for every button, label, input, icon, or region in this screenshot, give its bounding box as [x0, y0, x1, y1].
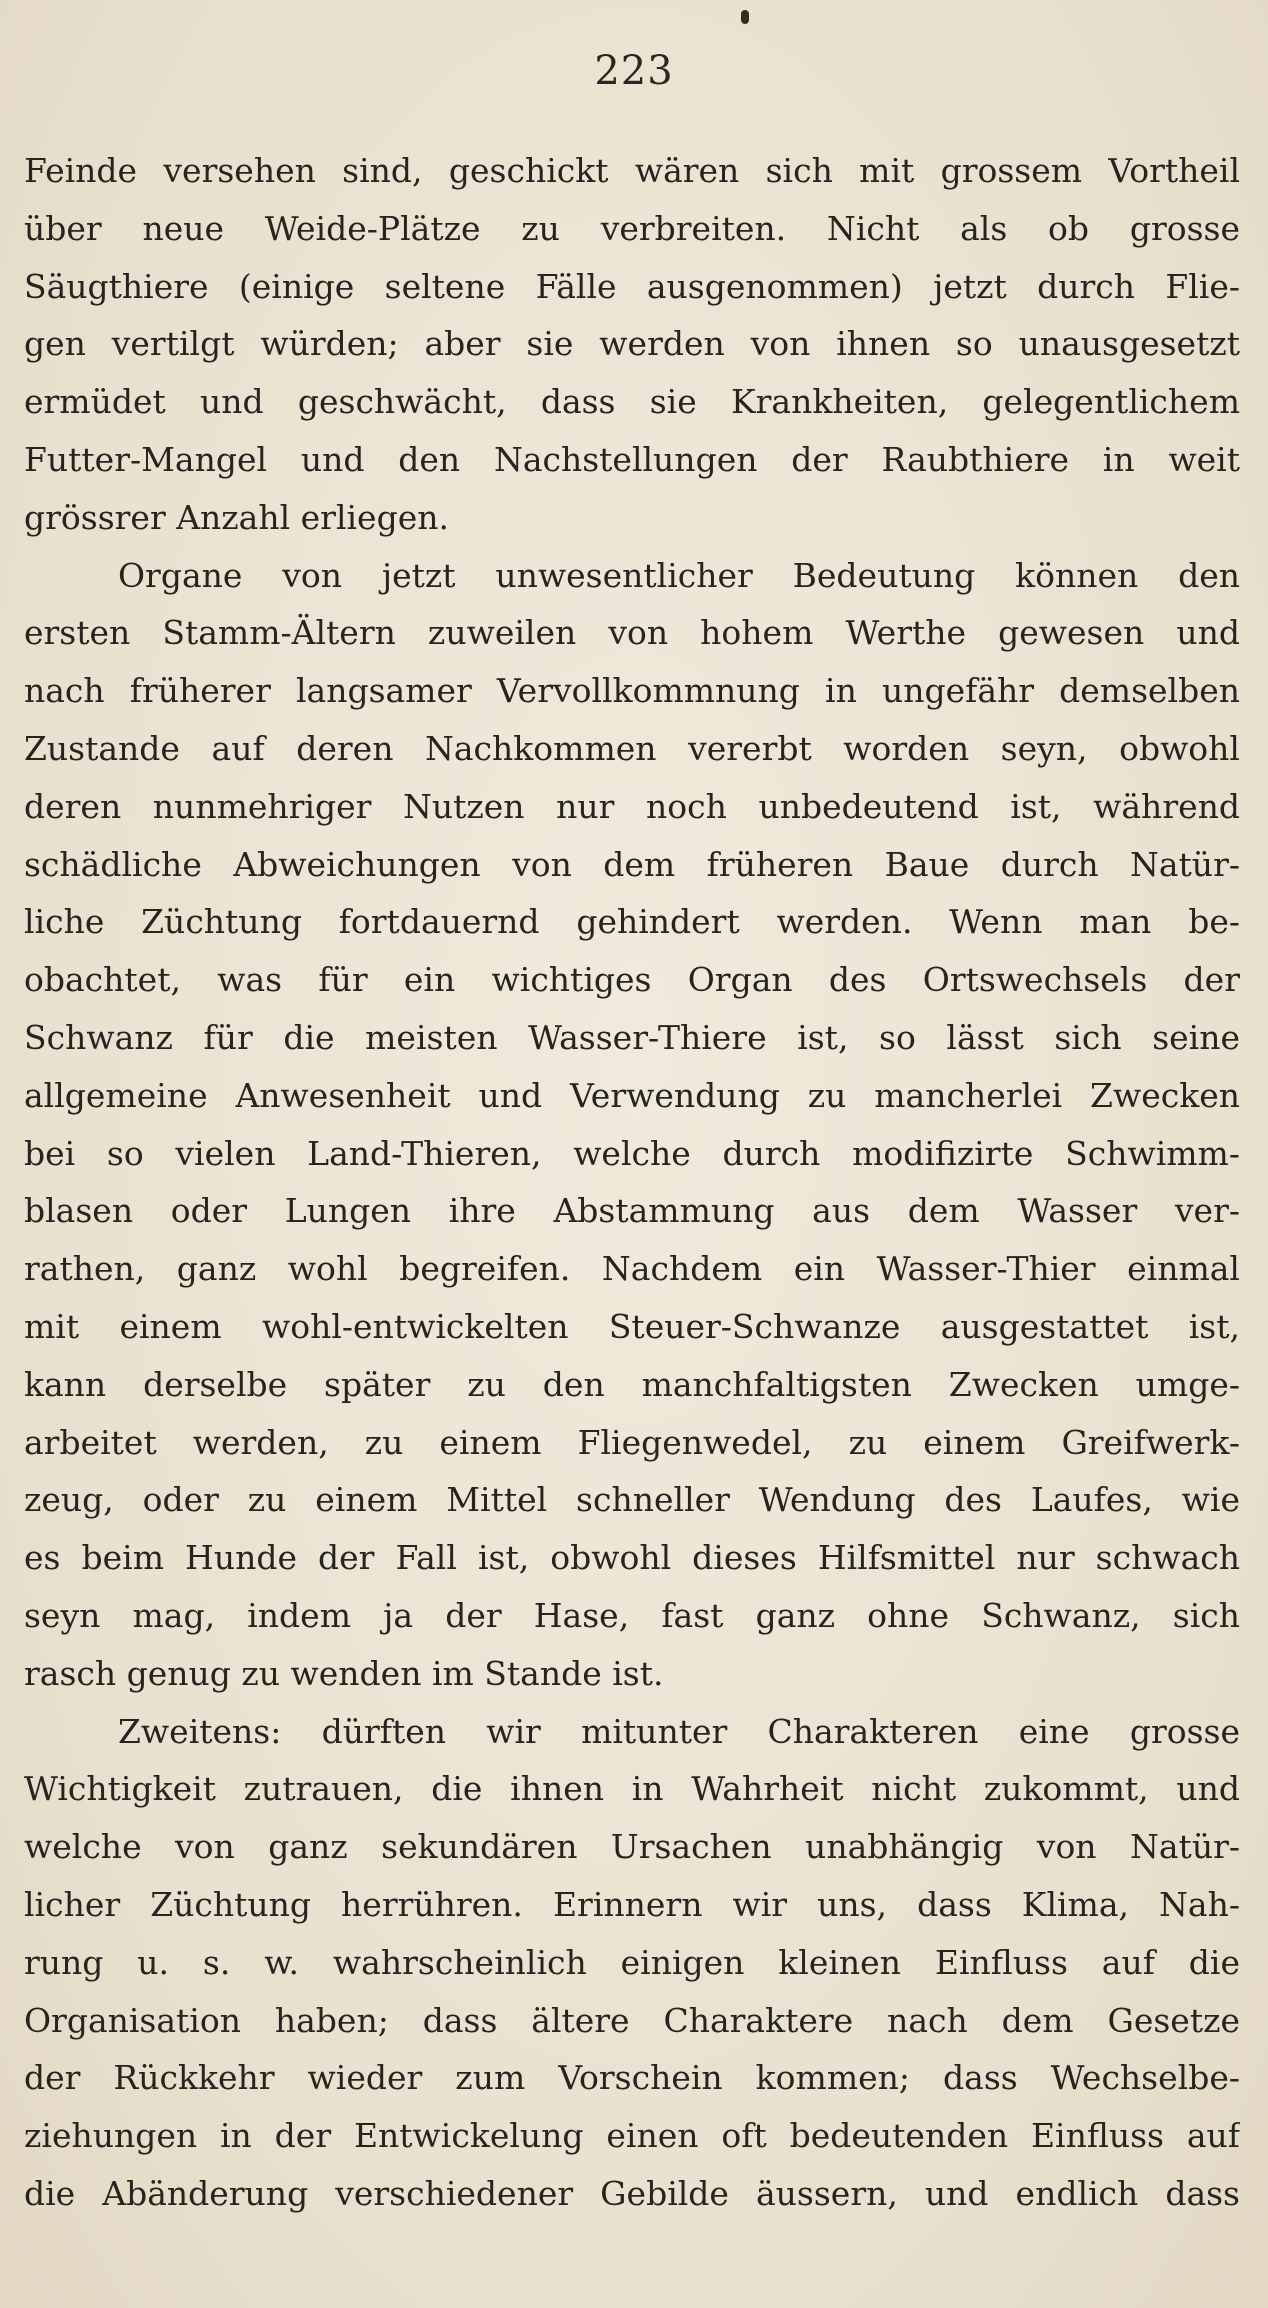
text-line: grössrer Anzahl erliegen. — [24, 497, 449, 537]
text-line: gen vertilgt würden; aber sie werden von ihnen so unausgesetzt — [24, 324, 1240, 364]
text-line: schädliche Abweichungen von dem früheren Baue durch Natür- — [24, 844, 1240, 884]
text-line: der Rückkehr wieder zum Vorschein kommen; dass Wechselbe- — [24, 2058, 1240, 2098]
text-line: blasen oder Lungen ihre Abstammung aus dem Wasser ver- — [24, 1191, 1240, 1231]
text-line: rung u. s. w. wahrscheinlich einigen kleinen Einfluss auf die — [24, 1942, 1240, 1982]
text-line: nach früherer langsamer Vervollkommnung in ungefähr demselben — [24, 671, 1240, 711]
text-line: rasch genug zu wenden im Stande ist. — [24, 1653, 664, 1693]
text-line: Zweitens: dürften wir mitunter Charakteren eine grosse — [118, 1711, 1240, 1751]
text-line: kann derselbe später zu den manchfaltigsten Zwecken umge- — [24, 1364, 1240, 1404]
text-line: Säugthiere (einige seltene Fälle ausgenommen) jetzt durch Flie- — [24, 266, 1240, 306]
text-line: die Abänderung verschiedener Gebilde äussern, und endlich dass — [24, 2173, 1240, 2213]
text-line: arbeitet werden, zu einem Fliegenwedel, zu einem Greifwerk- — [24, 1422, 1240, 1462]
text-line: Futter-Mangel und den Nachstellungen der Raubthiere in weit — [24, 439, 1240, 479]
body-text — [24, 142, 1240, 2223]
text-line: Schwanz für die meisten Wasser-Thiere ist, so lässt sich seine — [24, 1017, 1240, 1057]
text-line: licher Züchtung herrühren. Erinnern wir uns, dass Klima, Nah- — [24, 1884, 1240, 1924]
text-line: Wichtigkeit zutrauen, die ihnen in Wahrheit nicht zukommt, und — [24, 1769, 1240, 1809]
text-line: ermüdet und geschwächt, dass sie Krankheiten, gelegentlichem — [24, 382, 1240, 422]
text-line: seyn mag, indem ja der Hase, fast ganz ohne Schwanz, sich — [24, 1595, 1240, 1635]
text-line: ziehungen in der Entwickelung einen oft bedeutenden Einfluss auf — [24, 2116, 1240, 2156]
text-line: obachtet, was für ein wichtiges Organ des Ortswechsels der — [24, 960, 1240, 1000]
ink-mark — [741, 10, 749, 24]
text-line: rathen, ganz wohl begreifen. Nachdem ein Wasser-Thier einmal — [24, 1249, 1240, 1289]
text-line: Feinde versehen sind, geschickt wären sich mit grossem Vortheil — [24, 151, 1240, 190]
text-line: über neue Weide-Plätze zu verbreiten. Nicht als ob grosse — [24, 208, 1240, 248]
text-line: ersten Stamm-Ältern zuweilen von hohem Werthe gewesen und — [24, 613, 1240, 653]
text-line: Organisation haben; dass ältere Charaktere nach dem Gesetze — [24, 2000, 1240, 2040]
text-line: welche von ganz sekundären Ursachen unabhängig von Natür- — [24, 1827, 1240, 1867]
text-line: Zustande auf deren Nachkommen vererbt worden seyn, obwohl — [24, 728, 1240, 768]
text-line: deren nunmehriger Nutzen nur noch unbedeutend ist, während — [24, 786, 1240, 826]
text-line: mit einem wohl-entwickelten Steuer-Schwanze ausgestattet ist, — [24, 1306, 1240, 1346]
text-line: liche Züchtung fortdauernd gehindert werden. Wenn man be- — [24, 902, 1240, 942]
text-line: Organe von jetzt unwesentlicher Bedeutung können den — [118, 555, 1240, 595]
text-line: bei so vielen Land-Thieren, welche durch modifizirte Schwimm- — [24, 1133, 1240, 1173]
text-line: zeug, oder zu einem Mittel schneller Wendung des Laufes, wie — [24, 1480, 1240, 1520]
text-line: allgemeine Anwesenheit und Verwendung zu mancherlei Zwecken — [24, 1075, 1240, 1115]
page-number: 223 — [594, 48, 674, 94]
text-line: es beim Hunde der Fall ist, obwohl dieses Hilfsmittel nur schwach — [24, 1538, 1240, 1578]
